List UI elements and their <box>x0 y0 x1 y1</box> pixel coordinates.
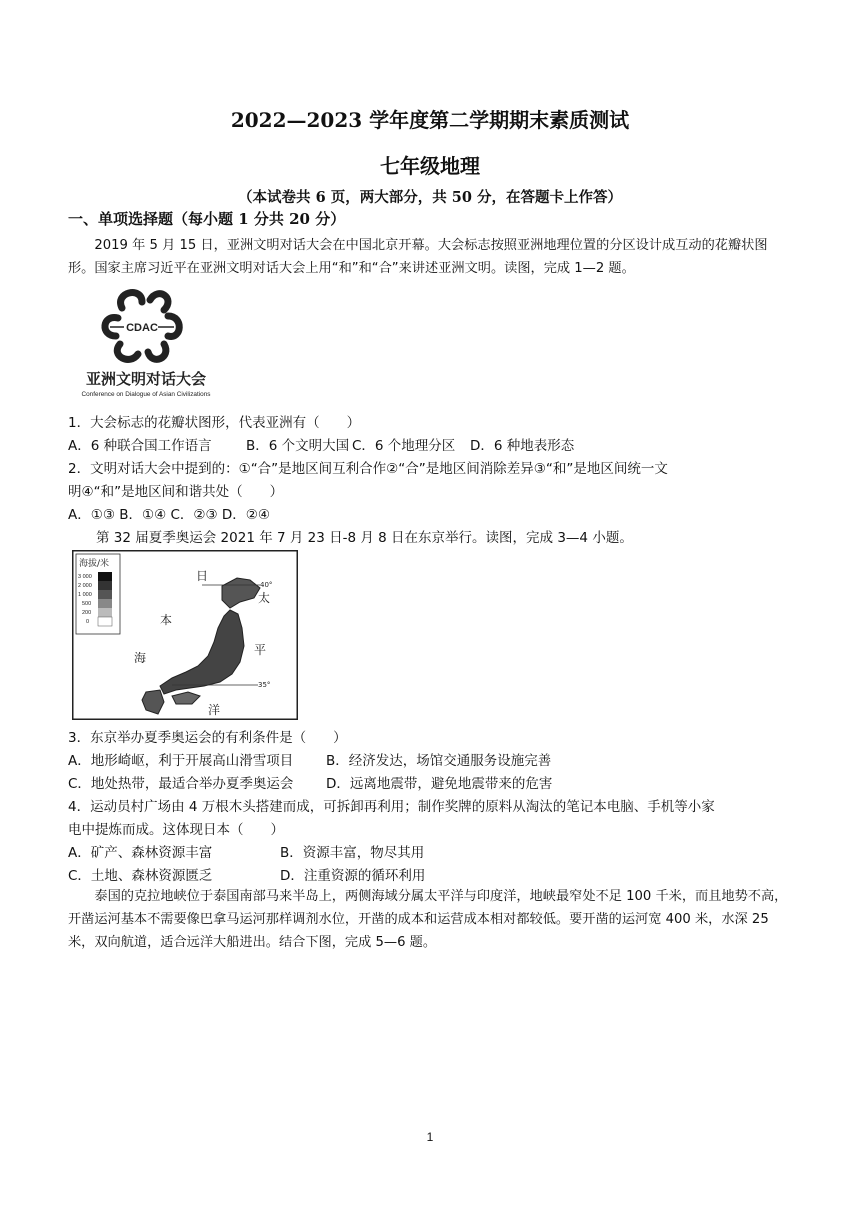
passage-1: 2019 年 5 月 15 日，亚洲文明对话大会在中国北京开幕。大会标志按照亚洲地理位置的分区设计成互动的花瓣状图形。国家主席习近平在亚洲文明对话大会上用“和”和“合”来讲述亚洲文明。读图，完成 1—2 题。 <box>68 238 768 276</box>
label-ben: 本 <box>160 613 173 627</box>
logo-name-en: Conference on Dialogue of Asian Civilizations <box>81 391 211 398</box>
question-3-stem: 3．东京举办夏季奥运会的有利条件是（ ） <box>68 730 347 746</box>
q1-option-a[interactable]: A．6 种联合国工作语言 <box>68 438 212 454</box>
question-1-stem: 1．大会标志的花瓣状图形，代表亚洲有（ ） <box>68 415 361 431</box>
question-4-stem-line1: 4．运动员村广场由 4 万根木头搭建而成，可拆卸再利用；制作奖牌的原料从淘汰的笔记本电脑、手机等小家 <box>68 799 715 815</box>
label-tai: 太 <box>258 591 271 605</box>
question-4-options-row1 <box>68 841 424 861</box>
legend-title: 海拔/米 <box>79 559 110 569</box>
question-2-options[interactable]: A．①③ B．①④ C．②③ D．②④ <box>68 507 271 523</box>
logo-name-cn: 亚洲文明对话大会 <box>85 370 207 388</box>
q3-option-c[interactable]: C．地处热带，最适合举办夏季奥运会 <box>68 776 294 792</box>
q1-option-b[interactable]: B．6 个文明大国 <box>246 438 350 454</box>
passage-3: 泰国的克拉地峡位于泰国南部马来半岛上，两侧海域分属太平洋与印度洋，地峡最窄处不足 100 千米，而且地势不高，开凿运河基本不需要像巴拿马运河那样调剂水位，开凿的成本和运营成本相对都较低。要开凿的运河宽 400 米，水深 25 米，双向航道，适合远洋大船进出。结合下图，完成 5—6 题。 <box>68 889 788 950</box>
lat-35: 35° <box>258 681 271 689</box>
label-hai: 海 <box>134 651 147 665</box>
japan-map-graphic <box>72 550 298 720</box>
question-2-stem-line1: 2．文明对话大会中提到的：①“合”是地区间互利合作②“合”是地区间消除差异③“和”是地区间统一文 <box>68 461 668 477</box>
q3-option-a[interactable]: A．地形崎岖，利于开展高山滑雪项目 <box>68 753 294 769</box>
logo-abbr: CDAC <box>126 322 158 334</box>
question-1-options <box>68 434 574 454</box>
q4-option-d[interactable]: D．注重资源的循环利用 <box>280 868 426 884</box>
cdac-logo-graphic <box>72 286 220 400</box>
passage-2: 第 32 届夏季奥运会 2021 年 7 月 23 日-8 月 8 日在东京举行。读图，完成 3—4 小题。 <box>96 530 633 546</box>
question-4-stem-line2: 电中提炼而成。这体现日本（ ） <box>68 822 284 838</box>
q4-option-a[interactable]: A．矿产、森林资源丰富 <box>68 845 213 861</box>
q3-option-d[interactable]: D．远离地震带，避免地震带来的危害 <box>326 776 553 792</box>
q3-option-b[interactable]: B．经济发达，场馆交通服务设施完善 <box>326 753 552 769</box>
exam-note: （本试卷共 6 页，两大部分，共 50 分，在答题卡上作答） <box>238 189 622 206</box>
question-3-options-row2 <box>68 772 552 792</box>
section-heading: 一、单项选择题（每小题 1 分共 20 分） <box>68 210 346 228</box>
label-yang: 洋 <box>208 703 221 717</box>
label-ri: 日 <box>196 569 209 583</box>
legend-value-1000: 1 000 <box>78 592 92 598</box>
page-number: 1 <box>426 1130 434 1144</box>
legend-value-200: 200 <box>82 610 92 616</box>
cdac-logo <box>72 286 220 400</box>
legend-value-2000: 2 000 <box>78 583 92 589</box>
lat-40: 40° <box>260 581 273 589</box>
japan-relief-map <box>72 550 298 720</box>
exam-subtitle: 七年级地理 <box>380 154 480 178</box>
q4-option-c[interactable]: C．土地、森林资源匮乏 <box>68 868 213 884</box>
legend-value-500: 500 <box>82 601 92 607</box>
legend-value-0: 0 <box>86 619 90 625</box>
question-3-options-row1 <box>68 749 551 769</box>
exam-title: 2022—2023 学年度第二学期期末素质测试 <box>230 108 630 132</box>
q1-option-c[interactable]: C．6 个地理分区 <box>352 438 456 454</box>
q4-option-b[interactable]: B．资源丰富，物尽其用 <box>280 845 425 861</box>
question-2-stem-line2: 明④“和”是地区间和谐共处（ ） <box>68 484 284 500</box>
q1-option-d[interactable]: D．6 种地表形态 <box>470 438 575 454</box>
label-ping: 平 <box>254 643 267 657</box>
question-4-options-row2 <box>68 864 425 884</box>
legend-value-3000: 3 000 <box>78 574 92 580</box>
